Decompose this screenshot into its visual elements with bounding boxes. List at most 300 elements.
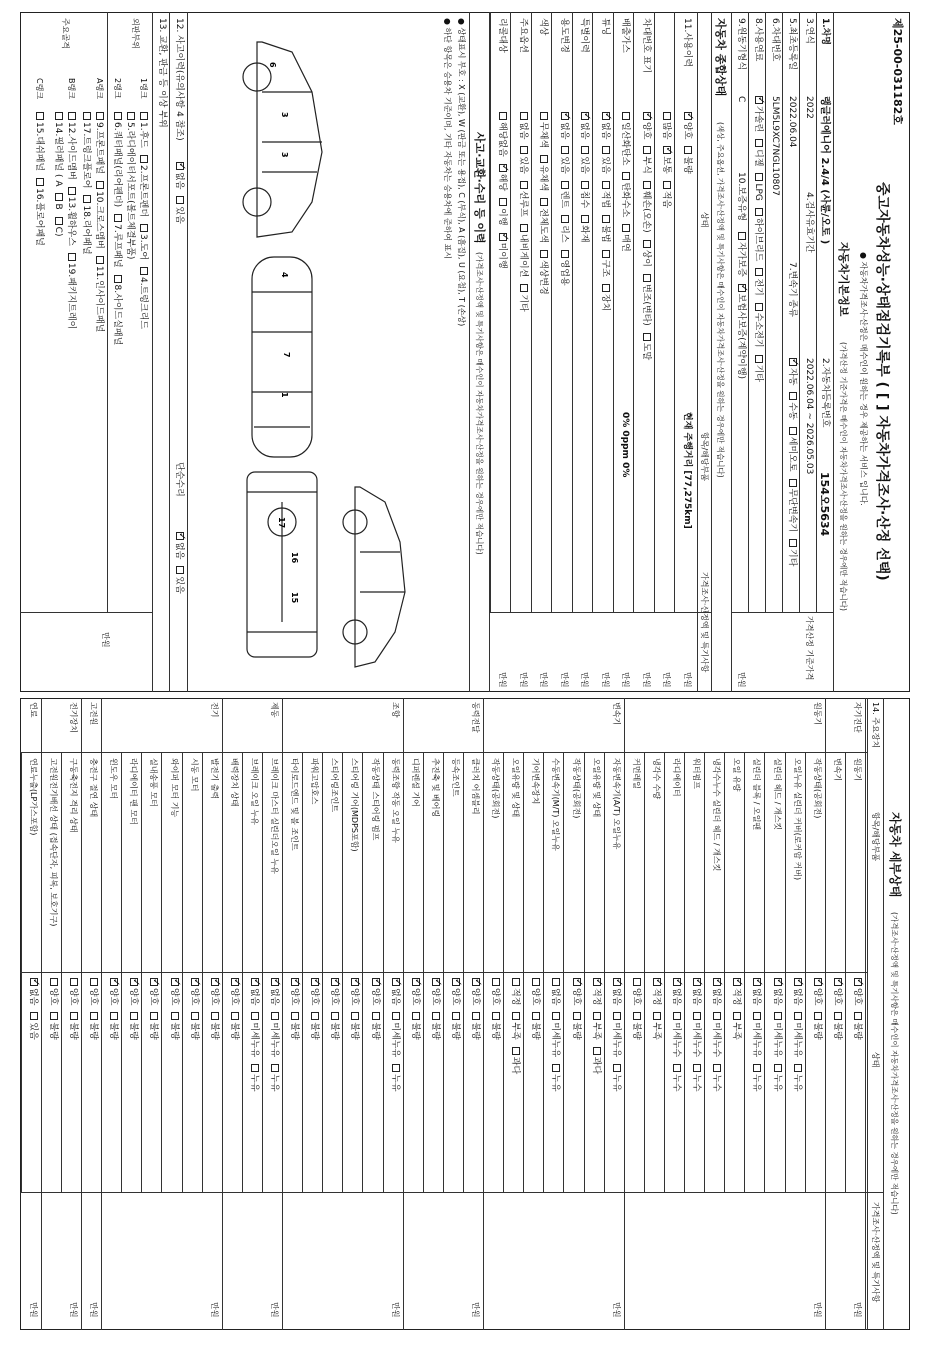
- checkbox-option[interactable]: [539, 112, 549, 148]
- checkbox[interactable]: [582, 146, 590, 154]
- checkbox-option[interactable]: [149, 978, 159, 1005]
- checkbox[interactable]: [392, 978, 400, 986]
- checkbox-option[interactable]: [112, 214, 122, 267]
- checkbox[interactable]: [171, 1012, 179, 1020]
- checkbox-option[interactable]: [390, 978, 400, 1005]
- checkbox[interactable]: [251, 1064, 259, 1072]
- checkbox-option[interactable]: [580, 146, 590, 173]
- checkbox[interactable]: [693, 1064, 701, 1072]
- checkbox-option[interactable]: [792, 1012, 802, 1057]
- checkbox-option[interactable]: [580, 181, 590, 208]
- checkbox[interactable]: [140, 112, 148, 120]
- checkbox-option[interactable]: [711, 978, 721, 1005]
- checkbox-option[interactable]: [169, 978, 179, 1005]
- checkbox[interactable]: [755, 139, 763, 147]
- checkbox-option[interactable]: [772, 1064, 782, 1091]
- checkbox[interactable]: [271, 1064, 279, 1072]
- checkbox-option[interactable]: [410, 1012, 420, 1039]
- checkbox-option[interactable]: [752, 1012, 762, 1057]
- checkbox-option[interactable]: [66, 187, 76, 246]
- checkbox-option[interactable]: [149, 1012, 159, 1039]
- checkbox[interactable]: [684, 112, 692, 120]
- checkbox[interactable]: [834, 1012, 842, 1020]
- checkbox[interactable]: [553, 1012, 561, 1020]
- checkbox-option[interactable]: [753, 96, 763, 132]
- checkbox[interactable]: [623, 112, 631, 120]
- checkbox-option[interactable]: [611, 1012, 621, 1057]
- checkbox[interactable]: [755, 173, 763, 181]
- checkbox[interactable]: [36, 112, 44, 120]
- checkbox-option[interactable]: [510, 978, 520, 1005]
- checkbox[interactable]: [602, 284, 610, 292]
- checkbox[interactable]: [789, 427, 797, 435]
- checkbox[interactable]: [55, 112, 63, 120]
- checkbox[interactable]: [553, 978, 561, 986]
- checkbox-option[interactable]: [229, 978, 239, 1005]
- checkbox-option[interactable]: [641, 240, 651, 267]
- checkbox-option[interactable]: [591, 978, 601, 1005]
- checkbox-option[interactable]: [53, 217, 63, 237]
- checkbox-option[interactable]: [621, 224, 631, 251]
- checkbox-option[interactable]: [370, 978, 380, 1005]
- checkbox-option[interactable]: [28, 978, 38, 1005]
- checkbox-option[interactable]: [772, 1012, 782, 1057]
- checkbox-option[interactable]: [53, 193, 63, 209]
- checkbox[interactable]: [633, 978, 641, 986]
- checkbox-option[interactable]: [249, 1012, 259, 1057]
- checkbox[interactable]: [738, 232, 746, 240]
- checkbox[interactable]: [251, 978, 259, 986]
- checkbox[interactable]: [613, 1064, 621, 1072]
- checkbox[interactable]: [512, 1047, 520, 1055]
- checkbox[interactable]: [68, 253, 76, 261]
- checkbox[interactable]: [593, 1047, 601, 1055]
- checkbox-option[interactable]: [731, 1012, 741, 1039]
- checkbox[interactable]: [561, 146, 569, 154]
- checkbox[interactable]: [372, 1012, 380, 1020]
- checkbox-option[interactable]: [671, 1012, 681, 1057]
- checkbox-option[interactable]: [641, 333, 651, 360]
- checkbox-option[interactable]: [518, 112, 528, 139]
- checkbox[interactable]: [50, 978, 58, 986]
- checkbox-option[interactable]: [68, 978, 78, 1005]
- checkbox-option[interactable]: [621, 172, 631, 217]
- checkbox-option[interactable]: [510, 1012, 520, 1039]
- checkbox-option[interactable]: [390, 1012, 400, 1057]
- checkbox-option[interactable]: [753, 208, 763, 261]
- checkbox[interactable]: [331, 978, 339, 986]
- checkbox-option[interactable]: [787, 427, 797, 472]
- checkbox-option[interactable]: [174, 532, 184, 559]
- checkbox[interactable]: [755, 268, 763, 276]
- checkbox[interactable]: [130, 978, 138, 986]
- checkbox-option[interactable]: [518, 284, 528, 311]
- checkbox[interactable]: [30, 978, 38, 986]
- checkbox[interactable]: [664, 146, 672, 154]
- checkbox-option[interactable]: [309, 978, 319, 1005]
- checkbox-option[interactable]: [671, 1064, 681, 1091]
- checkbox[interactable]: [500, 112, 508, 120]
- checkbox-option[interactable]: [551, 978, 561, 1005]
- checkbox-option[interactable]: [559, 112, 569, 139]
- checkbox[interactable]: [755, 208, 763, 216]
- checkbox-option[interactable]: [249, 978, 259, 1005]
- checkbox-option[interactable]: [772, 978, 782, 1005]
- checkbox[interactable]: [582, 181, 590, 189]
- checkbox-option[interactable]: [209, 1012, 219, 1039]
- checkbox[interactable]: [432, 1012, 440, 1020]
- checkbox[interactable]: [68, 112, 76, 120]
- checkbox[interactable]: [90, 1012, 98, 1020]
- checkbox[interactable]: [643, 181, 651, 189]
- checkbox[interactable]: [492, 978, 500, 986]
- checkbox-option[interactable]: [498, 198, 508, 225]
- checkbox-option[interactable]: [174, 566, 184, 593]
- checkbox-option[interactable]: [209, 978, 219, 1005]
- checkbox-option[interactable]: [430, 1012, 440, 1039]
- checkbox[interactable]: [171, 978, 179, 986]
- checkbox-option[interactable]: [641, 112, 651, 139]
- checkbox-option[interactable]: [68, 1012, 78, 1039]
- checkbox[interactable]: [789, 358, 797, 366]
- checkbox[interactable]: [789, 392, 797, 400]
- checkbox[interactable]: [643, 112, 651, 120]
- checkbox[interactable]: [789, 539, 797, 547]
- checkbox[interactable]: [532, 1012, 540, 1020]
- checkbox-option[interactable]: [711, 1064, 721, 1091]
- checkbox[interactable]: [352, 978, 360, 986]
- checkbox-option[interactable]: [753, 268, 763, 295]
- checkbox[interactable]: [789, 479, 797, 487]
- checkbox-option[interactable]: [691, 1064, 701, 1091]
- checkbox[interactable]: [211, 1012, 219, 1020]
- checkbox-option[interactable]: [752, 1064, 762, 1091]
- checkbox[interactable]: [541, 112, 549, 120]
- checkbox[interactable]: [176, 532, 184, 540]
- checkbox[interactable]: [794, 1012, 802, 1020]
- checkbox-option[interactable]: [490, 1012, 500, 1039]
- checkbox[interactable]: [211, 978, 219, 986]
- checkbox-option[interactable]: [112, 275, 122, 346]
- checkbox-option[interactable]: [600, 181, 610, 208]
- checkbox[interactable]: [673, 1012, 681, 1020]
- checkbox-option[interactable]: [189, 978, 199, 1005]
- checkbox-option[interactable]: [350, 1012, 360, 1039]
- checkbox-option[interactable]: [539, 198, 549, 243]
- checkbox[interactable]: [794, 978, 802, 986]
- checkbox-option[interactable]: [518, 146, 528, 173]
- checkbox[interactable]: [520, 224, 528, 232]
- checkbox[interactable]: [643, 146, 651, 154]
- checkbox[interactable]: [664, 112, 672, 120]
- checkbox-option[interactable]: [682, 112, 692, 139]
- checkbox[interactable]: [582, 112, 590, 120]
- checkbox[interactable]: [684, 146, 692, 154]
- checkbox[interactable]: [311, 978, 319, 986]
- checkbox-option[interactable]: [88, 978, 98, 1005]
- checkbox-option[interactable]: [787, 539, 797, 566]
- checkbox[interactable]: [733, 1012, 741, 1020]
- checkbox[interactable]: [541, 155, 549, 163]
- checkbox[interactable]: [755, 303, 763, 311]
- checkbox[interactable]: [593, 978, 601, 986]
- checkbox[interactable]: [90, 978, 98, 986]
- checkbox-option[interactable]: [34, 112, 44, 171]
- checkbox[interactable]: [561, 112, 569, 120]
- checkbox-option[interactable]: [571, 978, 581, 1005]
- checkbox-option[interactable]: [470, 978, 480, 1005]
- checkbox-option[interactable]: [832, 978, 842, 1005]
- checkbox-option[interactable]: [787, 479, 797, 532]
- checkbox[interactable]: [55, 217, 63, 225]
- checkbox[interactable]: [70, 1012, 78, 1020]
- checkbox-option[interactable]: [81, 195, 91, 254]
- checkbox[interactable]: [96, 256, 104, 264]
- checkbox-option[interactable]: [229, 1012, 239, 1039]
- checkbox-option[interactable]: [510, 1047, 520, 1074]
- checkbox[interactable]: [738, 284, 746, 292]
- checkbox-option[interactable]: [269, 978, 279, 1005]
- checkbox-option[interactable]: [736, 284, 746, 379]
- checkbox[interactable]: [713, 1012, 721, 1020]
- checkbox[interactable]: [602, 215, 610, 223]
- checkbox[interactable]: [176, 162, 184, 170]
- checkbox-option[interactable]: [108, 978, 118, 1005]
- checkbox[interactable]: [755, 355, 763, 363]
- checkbox[interactable]: [140, 224, 148, 232]
- checkbox[interactable]: [613, 1012, 621, 1020]
- checkbox-option[interactable]: [559, 250, 569, 286]
- checkbox[interactable]: [500, 233, 508, 241]
- checkbox-option[interactable]: [329, 1012, 339, 1039]
- checkbox-option[interactable]: [852, 1012, 862, 1039]
- checkbox-option[interactable]: [651, 978, 661, 1005]
- checkbox-option[interactable]: [852, 978, 862, 1005]
- checkbox[interactable]: [643, 333, 651, 341]
- checkbox[interactable]: [140, 155, 148, 163]
- checkbox[interactable]: [854, 978, 862, 986]
- checkbox-option[interactable]: [309, 1012, 319, 1039]
- checkbox-option[interactable]: [350, 978, 360, 1005]
- checkbox[interactable]: [561, 250, 569, 258]
- checkbox-option[interactable]: [792, 1064, 802, 1091]
- checkbox-option[interactable]: [600, 215, 610, 242]
- checkbox-option[interactable]: [611, 978, 621, 1005]
- checkbox-option[interactable]: [174, 162, 184, 189]
- checkbox[interactable]: [96, 112, 104, 120]
- checkbox-option[interactable]: [600, 284, 610, 311]
- checkbox[interactable]: [110, 1012, 118, 1020]
- checkbox[interactable]: [83, 112, 91, 120]
- checkbox[interactable]: [83, 195, 91, 203]
- checkbox[interactable]: [664, 181, 672, 189]
- checkbox[interactable]: [176, 566, 184, 574]
- checkbox[interactable]: [602, 112, 610, 120]
- checkbox-option[interactable]: [66, 112, 76, 180]
- checkbox-option[interactable]: [269, 1064, 279, 1091]
- checkbox[interactable]: [140, 267, 148, 275]
- checkbox[interactable]: [541, 198, 549, 206]
- checkbox[interactable]: [520, 112, 528, 120]
- checkbox[interactable]: [50, 1012, 58, 1020]
- checkbox[interactable]: [774, 978, 782, 986]
- checkbox[interactable]: [70, 978, 78, 986]
- checkbox[interactable]: [231, 1012, 239, 1020]
- checkbox-option[interactable]: [711, 1012, 721, 1057]
- checkbox-option[interactable]: [631, 978, 641, 1005]
- checkbox[interactable]: [271, 1012, 279, 1020]
- checkbox-option[interactable]: [736, 232, 746, 277]
- checkbox-option[interactable]: [48, 1012, 58, 1039]
- checkbox-option[interactable]: [498, 112, 508, 157]
- checkbox-option[interactable]: [128, 1012, 138, 1039]
- checkbox-option[interactable]: [370, 1012, 380, 1039]
- checkbox[interactable]: [553, 1064, 561, 1072]
- checkbox[interactable]: [623, 172, 631, 180]
- checkbox[interactable]: [561, 215, 569, 223]
- checkbox[interactable]: [613, 978, 621, 986]
- checkbox-option[interactable]: [591, 1047, 601, 1074]
- checkbox[interactable]: [774, 1012, 782, 1020]
- checkbox[interactable]: [602, 181, 610, 189]
- checkbox-option[interactable]: [731, 978, 741, 1005]
- checkbox-option[interactable]: [390, 1064, 400, 1091]
- checkbox[interactable]: [96, 181, 104, 189]
- checkbox[interactable]: [623, 224, 631, 232]
- checkbox-option[interactable]: [269, 1012, 279, 1057]
- checkbox-option[interactable]: [189, 1012, 199, 1039]
- checkbox-option[interactable]: [128, 978, 138, 1005]
- checkbox-option[interactable]: [530, 1012, 540, 1039]
- checkbox[interactable]: [573, 1012, 581, 1020]
- checkbox[interactable]: [602, 146, 610, 154]
- checkbox[interactable]: [512, 978, 520, 986]
- checkbox-option[interactable]: [631, 1012, 641, 1039]
- checkbox[interactable]: [755, 96, 763, 104]
- checkbox[interactable]: [472, 1012, 480, 1020]
- checkbox[interactable]: [492, 1012, 500, 1020]
- checkbox-option[interactable]: [641, 181, 651, 233]
- checkbox[interactable]: [372, 978, 380, 986]
- checkbox-option[interactable]: [753, 139, 763, 166]
- checkbox-option[interactable]: [752, 978, 762, 1005]
- checkbox-option[interactable]: [812, 978, 822, 1005]
- checkbox[interactable]: [176, 196, 184, 204]
- checkbox-option[interactable]: [559, 181, 569, 208]
- checkbox-option[interactable]: [551, 1064, 561, 1091]
- checkbox[interactable]: [754, 1012, 762, 1020]
- checkbox-option[interactable]: [498, 164, 508, 191]
- checkbox[interactable]: [151, 978, 159, 986]
- checkbox[interactable]: [114, 275, 122, 283]
- checkbox-option[interactable]: [641, 146, 651, 173]
- checkbox[interactable]: [582, 215, 590, 223]
- checkbox[interactable]: [331, 1012, 339, 1020]
- checkbox-option[interactable]: [289, 978, 299, 1005]
- checkbox-option[interactable]: [430, 978, 440, 1005]
- checkbox-option[interactable]: [551, 1012, 561, 1057]
- checkbox[interactable]: [151, 1012, 159, 1020]
- checkbox[interactable]: [68, 187, 76, 195]
- checkbox[interactable]: [500, 164, 508, 172]
- checkbox-option[interactable]: [34, 178, 44, 246]
- checkbox[interactable]: [754, 1064, 762, 1072]
- checkbox[interactable]: [452, 978, 460, 986]
- checkbox[interactable]: [520, 181, 528, 189]
- checkbox[interactable]: [643, 240, 651, 248]
- checkbox[interactable]: [693, 978, 701, 986]
- checkbox-option[interactable]: [112, 112, 122, 207]
- checkbox[interactable]: [754, 978, 762, 986]
- checkbox[interactable]: [311, 1012, 319, 1020]
- checkbox[interactable]: [733, 978, 741, 986]
- checkbox-option[interactable]: [662, 181, 672, 208]
- checkbox-option[interactable]: [289, 1012, 299, 1039]
- checkbox[interactable]: [392, 1064, 400, 1072]
- checkbox[interactable]: [412, 978, 420, 986]
- checkbox-option[interactable]: [125, 112, 135, 259]
- checkbox-option[interactable]: [600, 146, 610, 173]
- checkbox-option[interactable]: [682, 146, 692, 173]
- checkbox[interactable]: [472, 978, 480, 986]
- checkbox[interactable]: [231, 978, 239, 986]
- checkbox[interactable]: [352, 1012, 360, 1020]
- checkbox[interactable]: [291, 978, 299, 986]
- checkbox-option[interactable]: [518, 224, 528, 277]
- checkbox[interactable]: [713, 1064, 721, 1072]
- checkbox[interactable]: [110, 978, 118, 986]
- checkbox[interactable]: [500, 198, 508, 206]
- checkbox[interactable]: [130, 1012, 138, 1020]
- checkbox[interactable]: [412, 1012, 420, 1020]
- checkbox-option[interactable]: [174, 196, 184, 223]
- checkbox[interactable]: [633, 1012, 641, 1020]
- checkbox-option[interactable]: [580, 215, 590, 242]
- checkbox-option[interactable]: [792, 978, 802, 1005]
- checkbox-option[interactable]: [753, 355, 763, 382]
- checkbox-option[interactable]: [539, 250, 549, 295]
- checkbox[interactable]: [114, 214, 122, 222]
- checkbox-option[interactable]: [621, 112, 631, 165]
- checkbox[interactable]: [643, 274, 651, 282]
- checkbox-option[interactable]: [559, 215, 569, 242]
- checkbox-option[interactable]: [450, 978, 460, 1005]
- checkbox-option[interactable]: [48, 978, 58, 1005]
- checkbox-option[interactable]: [108, 1012, 118, 1039]
- checkbox-option[interactable]: [329, 978, 339, 1005]
- checkbox[interactable]: [114, 112, 122, 120]
- checkbox[interactable]: [573, 978, 581, 986]
- checkbox-option[interactable]: [611, 1064, 621, 1091]
- checkbox[interactable]: [512, 1012, 520, 1020]
- checkbox[interactable]: [834, 978, 842, 986]
- checkbox-option[interactable]: [651, 1012, 661, 1039]
- checkbox[interactable]: [452, 1012, 460, 1020]
- checkbox[interactable]: [432, 978, 440, 986]
- checkbox-option[interactable]: [53, 112, 63, 186]
- checkbox-option[interactable]: [662, 146, 672, 173]
- checkbox-option[interactable]: [691, 978, 701, 1005]
- checkbox[interactable]: [532, 978, 540, 986]
- checkbox[interactable]: [541, 250, 549, 258]
- checkbox[interactable]: [251, 1012, 259, 1020]
- checkbox[interactable]: [291, 1012, 299, 1020]
- checkbox[interactable]: [30, 1012, 38, 1020]
- checkbox[interactable]: [814, 1012, 822, 1020]
- checkbox-option[interactable]: [580, 112, 590, 139]
- checkbox-option[interactable]: [94, 256, 104, 332]
- checkbox-option[interactable]: [539, 155, 549, 191]
